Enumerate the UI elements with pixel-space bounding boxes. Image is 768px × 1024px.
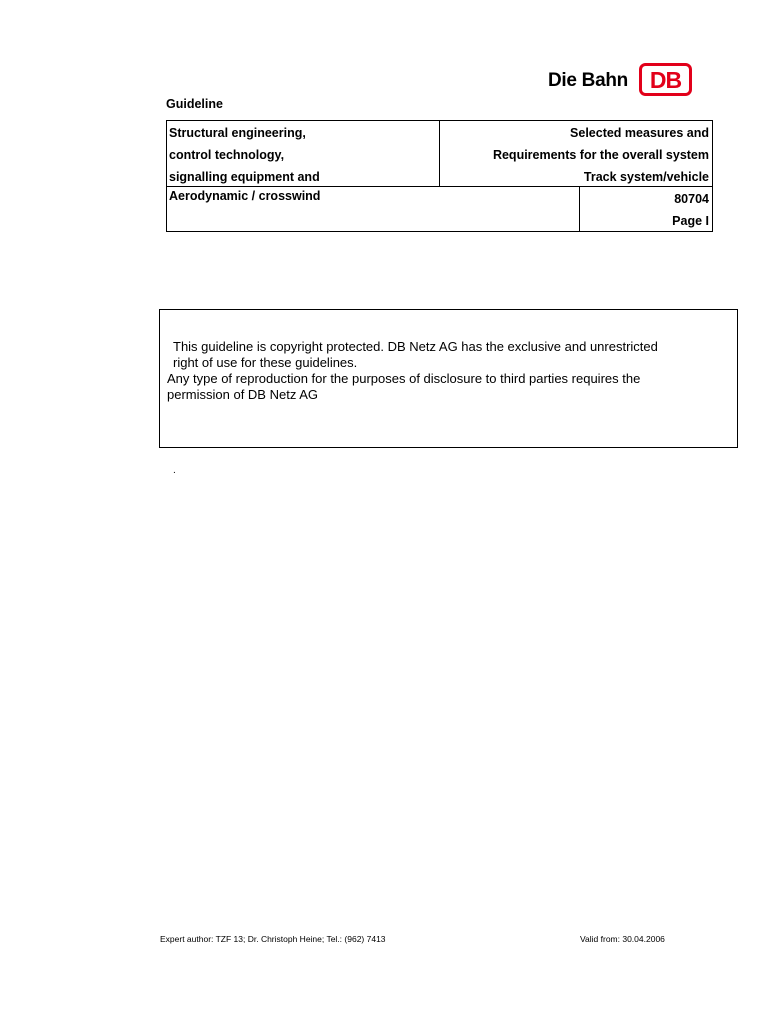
copyright-line-3: Any type of reproduction for the purposes of disclosure to third parties requires the — [167, 371, 641, 386]
document-title-cell — [167, 187, 580, 231]
topic-line-3: Track system/vehicle — [583, 170, 709, 184]
topic-line-1: Selected measures and — [570, 126, 709, 140]
subject-area-line-1: Structural engineering, — [169, 126, 306, 140]
topic-cell — [440, 121, 712, 186]
copyright-line-4: permission of DB Netz AG — [167, 387, 318, 402]
subject-area-line-2: control technology, — [169, 148, 285, 162]
document-number: 80704 — [674, 192, 709, 206]
header-table — [166, 120, 713, 232]
document-type-label: Guideline — [166, 97, 223, 111]
footer-valid-from: Valid from: 30.04.2006 — [580, 934, 665, 944]
logo-mark-text: DB — [649, 66, 682, 93]
header-row-subject — [167, 121, 712, 187]
copyright-line-2: right of use for these guidelines. — [173, 355, 358, 370]
stray-period-mark: . — [173, 465, 176, 476]
page-number: Page I — [672, 214, 709, 228]
header-row-title — [167, 187, 712, 231]
subject-area-cell — [167, 121, 440, 186]
logo-brand-text: Die Bahn — [548, 70, 628, 91]
copyright-line-1: This guideline is copyright protected. DB Netz AG has the exclusive and unrestricted — [173, 339, 658, 354]
footer-author: Expert author: TZF 13; Dr. Christoph Heine; Tel.: (962) 7413 — [160, 934, 386, 944]
copyright-notice-box — [159, 309, 738, 448]
topic-line-2: Requirements for the overall system — [492, 148, 709, 162]
db-logo — [548, 62, 692, 96]
document-number-cell — [580, 187, 712, 231]
subject-area-line-3: signalling equipment and — [169, 170, 320, 184]
document-title: Aerodynamic / crosswind — [169, 189, 321, 203]
db-logo-icon — [639, 63, 692, 96]
